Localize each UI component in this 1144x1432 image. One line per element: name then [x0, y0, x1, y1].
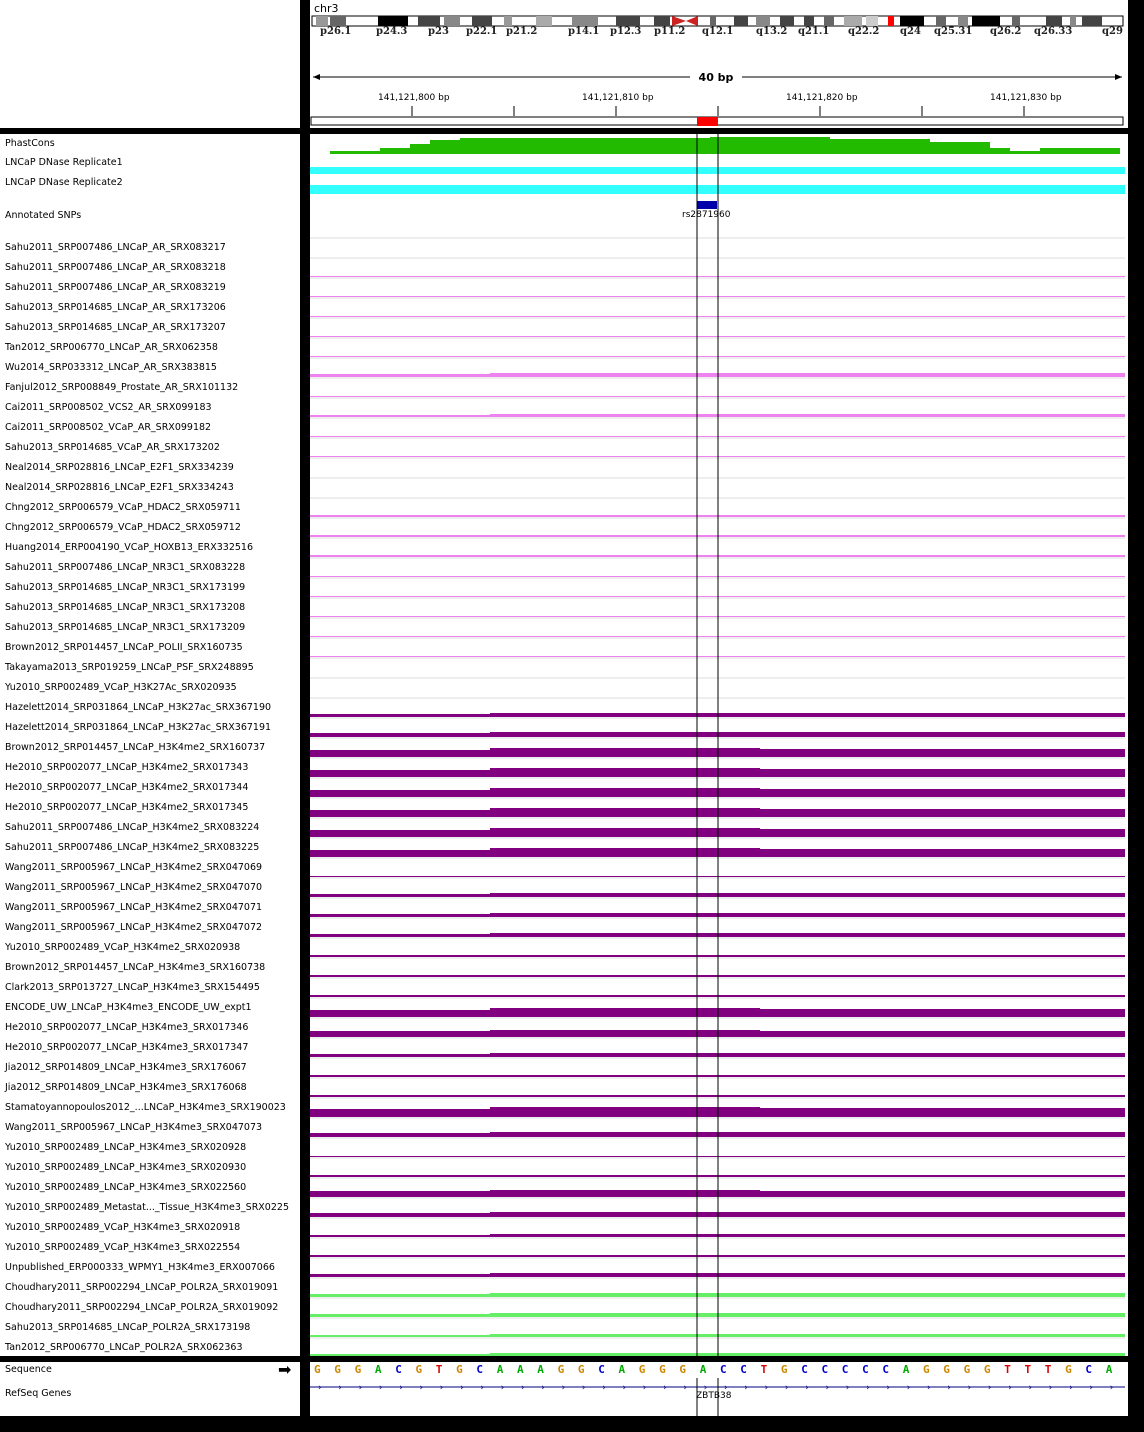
strand-arrow: › — [886, 1383, 891, 1393]
chip-track-label[interactable]: Yu2010_SRP002489_VCaP_H3K4me3_SRX022554 — [5, 1242, 241, 1253]
chip-track-label[interactable]: Neal2014_SRP028816_LNCaP_E2F1_SRX334239 — [5, 462, 234, 473]
strand-arrow: › — [1048, 1383, 1053, 1393]
ruler[interactable] — [310, 100, 1128, 128]
feature-data-panel[interactable] — [310, 1362, 1128, 1416]
sequence-track[interactable] — [310, 1362, 1128, 1378]
ruler-tick-label: 141,121,800 bp — [378, 93, 450, 103]
sequence-base: G — [963, 1363, 971, 1376]
strand-arrow: › — [622, 1383, 627, 1393]
sequence-base: G — [638, 1363, 646, 1376]
track-label-dnase1[interactable]: LNCaP DNase Replicate1 — [5, 157, 123, 168]
snp-feature — [697, 201, 717, 209]
chip-track-label[interactable]: Cai2011_SRP008502_VCS2_AR_SRX099183 — [5, 402, 212, 413]
strand-arrow: › — [1028, 1383, 1033, 1393]
strand-arrow: › — [805, 1383, 809, 1393]
sequence-base: C — [882, 1363, 890, 1376]
chip-track-label[interactable]: Sahu2011_SRP007486_LNCaP_NR3C1_SRX083228 — [5, 562, 246, 573]
sequence-base: C — [1085, 1363, 1093, 1376]
chip-track-label[interactable]: He2010_SRP002077_LNCaP_H3K4me3_SRX017346 — [5, 1022, 249, 1033]
chip-track-label[interactable]: Sahu2011_SRP007486_LNCaP_AR_SRX083217 — [5, 242, 226, 253]
chip-track-label[interactable]: Sahu2013_SRP014685_LNCaP_AR_SRX173206 — [5, 302, 226, 313]
chip-track-label[interactable]: ENCODE_UW_LNCaP_H3K4me3_ENCODE_UW_expt1 — [5, 1002, 252, 1013]
band-label-p26.1: p26.1 — [320, 26, 352, 37]
chip-track-label[interactable]: Sahu2013_SRP014685_LNCaP_NR3C1_SRX173209 — [5, 622, 246, 633]
chip-track-label[interactable]: Sahu2013_SRP014685_LNCaP_NR3C1_SRX173208 — [5, 602, 246, 613]
strand-arrow: › — [419, 1383, 424, 1393]
band-label-q21.1: q21.1 — [798, 26, 830, 37]
band-label-q26.33: q26.33 — [1034, 26, 1073, 37]
chip-track-label[interactable]: Sahu2013_SRP014685_LNCaP_POLR2A_SRX173198 — [5, 1322, 251, 1333]
strand-arrow: › — [683, 1383, 688, 1393]
sequence-base: T — [1004, 1363, 1011, 1376]
chip-track-label[interactable]: Clark2013_SRP013727_LNCaP_H3K4me3_SRX154495 — [5, 982, 260, 993]
chip-track-label[interactable]: Huang2014_ERP004190_VCaP_HOXB13_ERX332516 — [5, 542, 253, 553]
sequence-base: A — [699, 1363, 707, 1376]
band-label-q13.2: q13.2 — [756, 26, 788, 37]
chip-track-label[interactable]: He2010_SRP002077_LNCaP_H3K4me2_SRX017343 — [5, 762, 249, 773]
strand-arrow: › — [703, 1383, 708, 1393]
sequence-base: C — [598, 1363, 605, 1376]
sequence-base: G — [1065, 1363, 1072, 1376]
chip-track-label[interactable]: Wang2011_SRP005967_LNCaP_H3K4me3_SRX047073 — [5, 1122, 263, 1133]
band-label-q29: q29 — [1102, 26, 1123, 37]
chip-track-label[interactable]: Cai2011_SRP008502_VCaP_AR_SRX099182 — [5, 422, 212, 433]
strand-arrow: › — [1008, 1383, 1012, 1393]
chip-track-label[interactable]: Sahu2013_SRP014685_LNCaP_AR_SRX173207 — [5, 322, 226, 333]
chip-track-label[interactable]: Sahu2013_SRP014685_VCaP_AR_SRX173202 — [5, 442, 220, 453]
band-label-p14.1: p14.1 — [568, 26, 600, 37]
header-name-panel — [0, 0, 300, 128]
sequence-base: G — [943, 1363, 950, 1376]
band-label-p23: p23 — [428, 26, 449, 37]
chip-track-label[interactable]: He2010_SRP002077_LNCaP_H3K4me2_SRX017344 — [5, 782, 249, 793]
strand-arrow: › — [602, 1383, 606, 1393]
band-label-q25.31: q25.31 — [934, 26, 973, 37]
sequence-base: G — [557, 1363, 565, 1376]
chip-track-label[interactable]: Tan2012_SRP006770_LNCaP_AR_SRX062358 — [5, 342, 218, 353]
track-label-dnase2[interactable]: LNCaP DNase Replicate2 — [5, 177, 123, 188]
sequence-base: G — [679, 1363, 687, 1376]
chip-track-label[interactable]: Sahu2011_SRP007486_LNCaP_AR_SRX083219 — [5, 282, 226, 293]
chip-track-label[interactable]: Unpublished_ERP000333_WPMY1_H3K4me3_ERX007066 — [5, 1262, 275, 1273]
chip-track-label[interactable]: Choudhary2011_SRP002294_LNCaP_POLR2A_SRX019091 — [5, 1282, 279, 1293]
track-label-sequence[interactable]: Sequence — [5, 1364, 52, 1375]
band-label-p21.2: p21.2 — [506, 26, 538, 37]
sequence-base: G — [314, 1363, 321, 1376]
band-label-q26.2: q26.2 — [990, 26, 1022, 37]
strand-arrow: › — [318, 1383, 322, 1393]
band-label-p11.2: p11.2 — [654, 26, 686, 37]
strand-arrow: › — [825, 1383, 830, 1393]
sequence-base: T — [435, 1363, 443, 1376]
strand-arrow: › — [967, 1383, 972, 1393]
sequence-base: G — [456, 1363, 463, 1376]
chromosome-label: chr3 — [314, 2, 339, 15]
chip-track-label[interactable]: Tan2012_SRP006770_LNCaP_POLR2A_SRX062363 — [5, 1342, 243, 1353]
strand-arrow: › — [1109, 1383, 1114, 1393]
strand-arrow: › — [581, 1383, 586, 1393]
sequence-base: C — [740, 1363, 747, 1376]
chip-track-label[interactable]: Hazelett2014_SRP031864_LNCaP_H3K27ac_SRX367190 — [5, 702, 272, 713]
chip-track-label[interactable]: Wang2011_SRP005967_LNCaP_H3K4me2_SRX047070 — [5, 882, 263, 893]
sequence-base: A — [537, 1363, 544, 1376]
strand-arrow: › — [724, 1383, 728, 1393]
strand-arrow-icon[interactable]: ➡ — [278, 1360, 292, 1379]
sequence-base: A — [618, 1363, 626, 1376]
strand-arrow: › — [642, 1383, 647, 1393]
chip-track-label[interactable]: Yu2010_SRP002489_VCaP_H3K4me3_SRX020918 — [5, 1222, 241, 1233]
strand-arrow: › — [947, 1383, 951, 1393]
sequence-base: C — [395, 1363, 402, 1376]
track-data-panel[interactable] — [310, 134, 1128, 1356]
chip-track-label[interactable]: Stamatoyannopoulos2012_...LNCaP_H3K4me3_SRX190023 — [5, 1102, 286, 1113]
chip-track-label[interactable]: Sahu2011_SRP007486_LNCaP_AR_SRX083218 — [5, 262, 226, 273]
ruler-tick-label: 141,121,810 bp — [582, 93, 654, 103]
strand-arrow: › — [845, 1383, 850, 1393]
strand-arrow: › — [927, 1383, 931, 1393]
chip-track-label[interactable]: Yu2010_SRP002489_LNCaP_H3K4me3_SRX020930 — [5, 1162, 247, 1173]
sequence-base: C — [841, 1363, 849, 1376]
strand-arrow: › — [987, 1383, 992, 1393]
chip-track-label[interactable]: Jia2012_SRP014809_LNCaP_H3K4me3_SRX176068 — [5, 1082, 247, 1093]
chip-track-label[interactable]: He2010_SRP002077_LNCaP_H3K4me3_SRX017347 — [5, 1042, 249, 1053]
chip-track-label[interactable]: Jia2012_SRP014809_LNCaP_H3K4me3_SRX176067 — [5, 1062, 247, 1073]
sequence-base: G — [354, 1363, 362, 1376]
strand-arrow: › — [906, 1383, 911, 1393]
gene-name-label: ZBTB38 — [696, 1391, 732, 1401]
band-label-q24: q24 — [900, 26, 921, 37]
strand-arrow: › — [663, 1383, 667, 1393]
strand-arrow: › — [1069, 1383, 1073, 1393]
sequence-base: C — [476, 1363, 484, 1376]
chip-track-label[interactable]: Sahu2013_SRP014685_LNCaP_NR3C1_SRX173199 — [5, 582, 246, 593]
chip-track-label[interactable]: Brown2012_SRP014457_LNCaP_H3K4me3_SRX160738 — [5, 962, 266, 973]
sequence-base: T — [1024, 1363, 1032, 1376]
sequence-base: G — [780, 1363, 788, 1376]
snp-id-label: rs2871960 — [682, 210, 731, 220]
sequence-base: A — [1105, 1363, 1113, 1376]
sequence-base: G — [659, 1363, 666, 1376]
sequence-base: G — [923, 1363, 930, 1376]
chip-track-label[interactable]: Sahu2011_SRP007486_LNCaP_H3K4me2_SRX083224 — [5, 822, 260, 833]
strand-arrow: › — [338, 1383, 342, 1393]
track-data-canvas[interactable] — [310, 134, 1128, 1356]
strand-arrow: › — [561, 1383, 566, 1393]
chip-track-label[interactable]: Yu2010_SRP002489_LNCaP_H3K4me3_SRX022560 — [5, 1182, 247, 1193]
strand-arrow: › — [358, 1383, 363, 1393]
band-label-p22.1: p22.1 — [466, 26, 498, 37]
band-label-p24.3: p24.3 — [376, 26, 408, 37]
chip-track-label[interactable]: Yu2010_SRP002489_VCaP_H3K27Ac_SRX020935 — [5, 682, 237, 693]
strand-arrow: › — [764, 1383, 769, 1393]
chip-track-label[interactable]: Wu2014_SRP033312_LNCaP_AR_SRX383815 — [5, 362, 217, 373]
chip-track-label[interactable]: Fanjul2012_SRP008849_Prostate_AR_SRX101132 — [5, 382, 239, 393]
chip-track-label[interactable]: Chng2012_SRP006579_VCaP_HDAC2_SRX059711 — [5, 502, 241, 513]
strand-arrow: › — [439, 1383, 444, 1393]
chip-track-label[interactable]: Brown2012_SRP014457_LNCaP_POLII_SRX160735 — [5, 642, 243, 653]
ruler-tick-label: 141,121,820 bp — [786, 93, 858, 103]
strand-arrow: › — [480, 1383, 485, 1393]
chip-track-label[interactable]: Yu2010_SRP002489_LNCaP_H3K4me3_SRX020928 — [5, 1142, 247, 1153]
phastcons-signal — [310, 137, 1120, 154]
chip-track-label[interactable]: Chng2012_SRP006579_VCaP_HDAC2_SRX059712 — [5, 522, 241, 533]
band-label-q12.1: q12.1 — [702, 26, 734, 37]
sequence-base: C — [801, 1363, 808, 1376]
sequence-base: G — [577, 1363, 585, 1376]
chip-track-label[interactable]: He2010_SRP002077_LNCaP_H3K4me2_SRX017345 — [5, 802, 249, 813]
sequence-base: T — [760, 1363, 768, 1376]
sequence-base: A — [374, 1363, 382, 1376]
sequence-base: C — [862, 1363, 869, 1376]
chip-track-label[interactable]: Yu2010_SRP002489_Metastat..._Tissue_H3K4me3_SRX0225 — [5, 1202, 289, 1213]
sequence-base: G — [983, 1363, 991, 1376]
sequence-base: G — [415, 1363, 423, 1376]
feature-name-panel — [0, 1362, 300, 1416]
chip-track-label[interactable]: Yu2010_SRP002489_VCaP_H3K4me2_SRX020938 — [5, 942, 241, 953]
strand-arrow: › — [378, 1383, 383, 1393]
chip-track-label[interactable]: Wang2011_SRP005967_LNCaP_H3K4me2_SRX047071 — [5, 902, 263, 913]
strand-arrow: › — [521, 1383, 525, 1393]
span-label: 40 bp — [698, 71, 734, 84]
strand-arrow: › — [866, 1383, 870, 1393]
track-name-panel — [0, 134, 300, 1356]
chip-track-label[interactable]: Wang2011_SRP005967_LNCaP_H3K4me2_SRX047069 — [5, 862, 263, 873]
chip-track-label[interactable]: Choudhary2011_SRP002294_LNCaP_POLR2A_SRX019092 — [5, 1302, 279, 1313]
sequence-base: C — [720, 1363, 727, 1376]
sequence-base: T — [1044, 1363, 1052, 1376]
strand-arrow: › — [744, 1383, 748, 1393]
track-label-refseq[interactable]: RefSeq Genes — [5, 1388, 72, 1399]
sequence-base: A — [517, 1363, 524, 1376]
sequence-base: A — [902, 1363, 910, 1376]
strand-arrow: › — [784, 1383, 789, 1393]
ruler-tick-label: 141,121,830 bp — [990, 93, 1062, 103]
chip-track-label[interactable]: Sahu2011_SRP007486_LNCaP_H3K4me2_SRX083225 — [5, 842, 260, 853]
sequence-base: G — [334, 1363, 341, 1376]
chip-track-label[interactable]: Neal2014_SRP028816_LNCaP_E2F1_SRX334243 — [5, 482, 234, 493]
strand-arrow: › — [1089, 1383, 1094, 1393]
strand-arrow: › — [500, 1383, 505, 1393]
sequence-base: C — [821, 1363, 829, 1376]
header-panel — [310, 0, 1128, 128]
chip-track-label[interactable]: Hazelett2014_SRP031864_LNCaP_H3K27ac_SRX367191 — [5, 722, 272, 733]
track-label-phastcons[interactable]: PhastCons — [5, 138, 55, 149]
chip-track-label[interactable]: Wang2011_SRP005967_LNCaP_H3K4me2_SRX047072 — [5, 922, 263, 933]
chip-track-label[interactable]: Takayama2013_SRP019259_LNCaP_PSF_SRX248895 — [5, 662, 254, 673]
strand-arrow: › — [399, 1383, 403, 1393]
chip-track-label[interactable]: Brown2012_SRP014457_LNCaP_H3K4me2_SRX160737 — [5, 742, 266, 753]
strand-arrow: › — [460, 1383, 464, 1393]
strand-arrow: › — [541, 1383, 545, 1393]
sequence-base: A — [496, 1363, 504, 1376]
track-label-snps[interactable]: Annotated SNPs — [5, 210, 82, 221]
band-label-p12.3: p12.3 — [610, 26, 642, 37]
band-label-q22.2: q22.2 — [848, 26, 880, 37]
